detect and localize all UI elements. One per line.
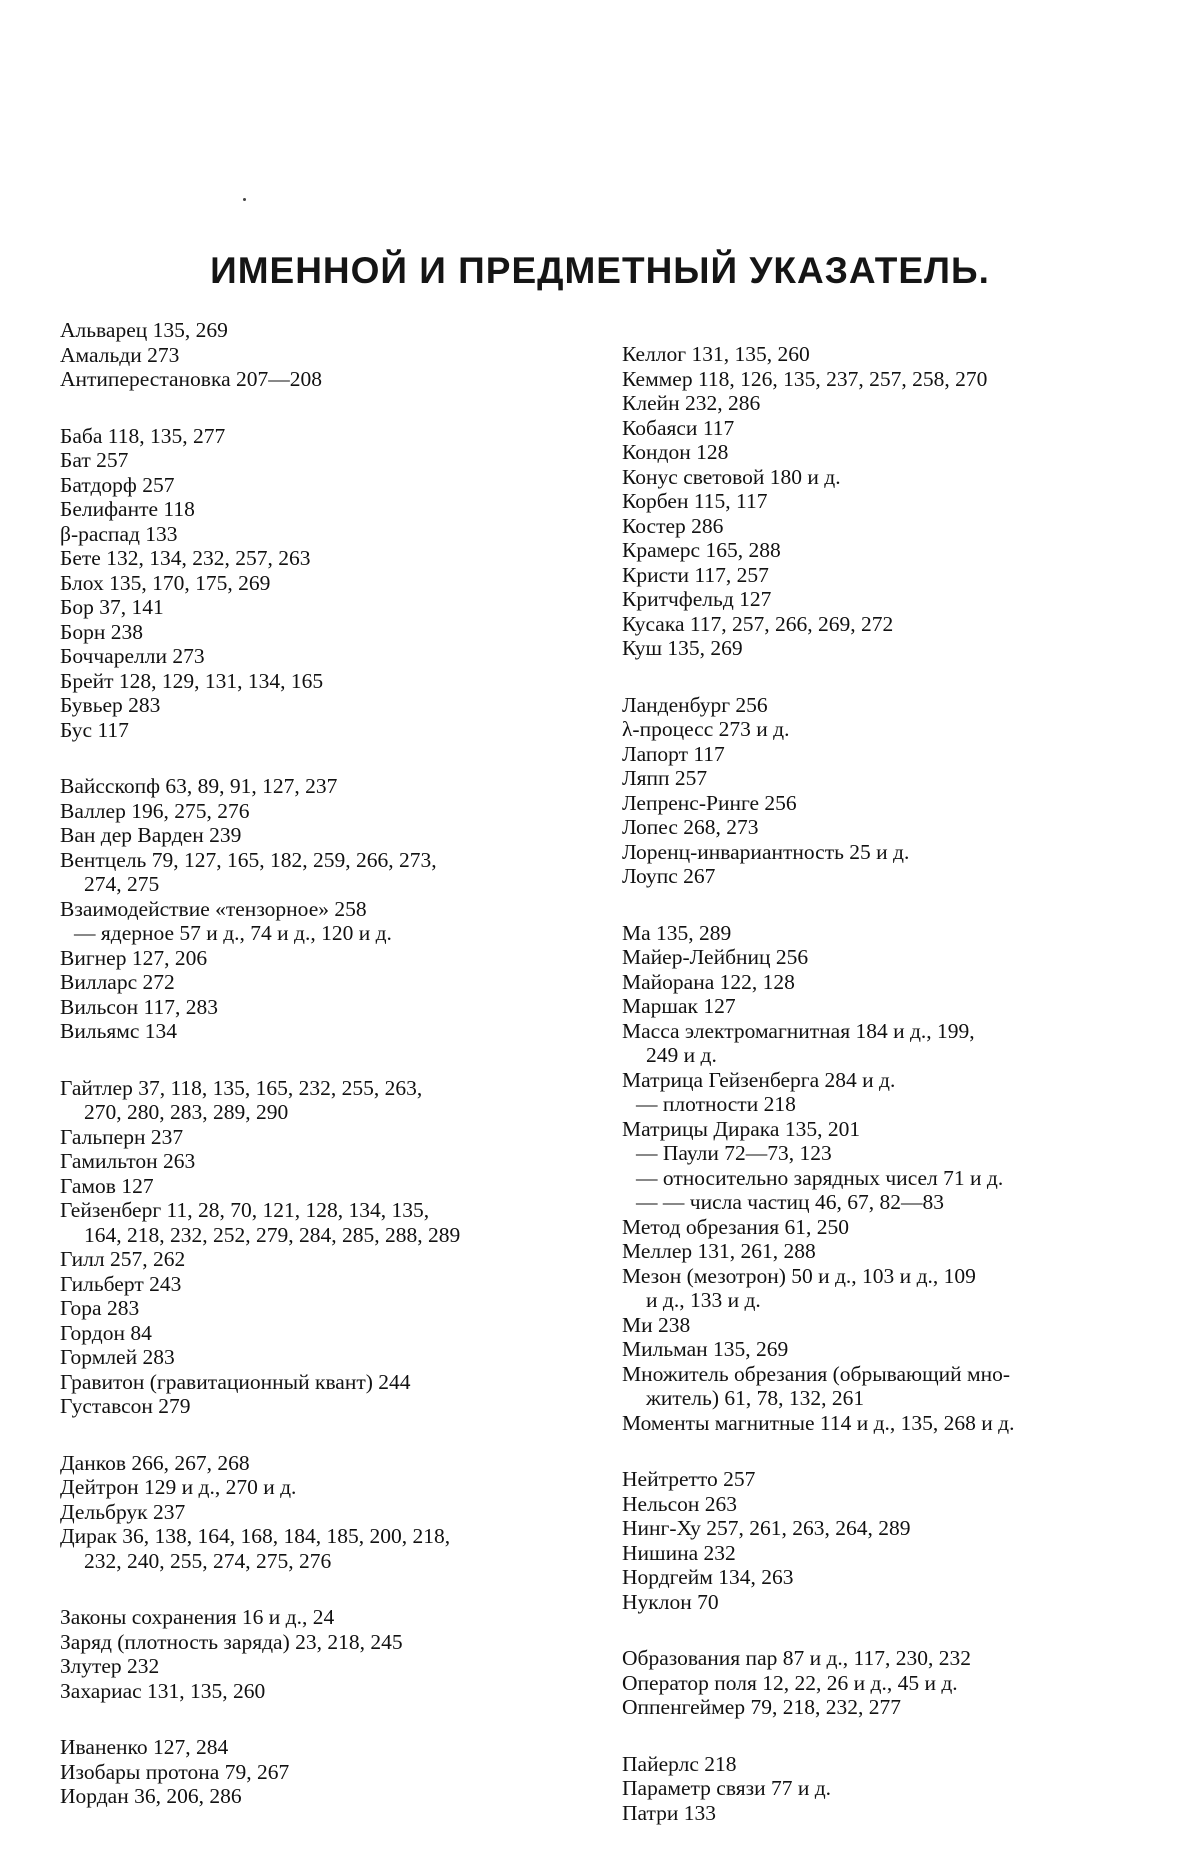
index-entry: Гравитон (гравитационный квант) 244 <box>60 1369 411 1394</box>
index-entry: 249 и д. <box>646 1043 717 1067</box>
index-group <box>622 342 1142 661</box>
index-entry: β-распад 133 <box>60 521 178 546</box>
index-group <box>622 921 1142 1436</box>
index-entry: Гамов 127 <box>60 1173 154 1198</box>
index-entry: Баба 118, 135, 277 <box>60 423 226 448</box>
index-entry: Образования пар 87 и д., 117, 230, 232 <box>622 1646 972 1670</box>
index-entry: Критчфельд 127 <box>622 587 772 611</box>
index-column-right <box>622 342 1142 1857</box>
index-group <box>60 318 580 392</box>
index-entry: Вильсон 117, 283 <box>60 994 219 1019</box>
index-entry: Вентцель 79, 127, 165, 182, 259, 266, 273, <box>60 847 437 872</box>
index-group <box>622 1752 1142 1826</box>
index-entry: Валлер 196, 275, 276 <box>60 798 250 823</box>
index-entry: Вилларс 272 <box>60 970 175 994</box>
index-entry: Лопес 268, 273 <box>622 815 759 839</box>
index-entry: Лапорт 117 <box>622 741 725 766</box>
index-entry: Дейтрон 129 и д., 270 и д. <box>60 1475 297 1499</box>
index-entry: Иваненко 127, 284 <box>60 1735 229 1759</box>
index-entry: Метод обрезания 61, 250 <box>622 1214 849 1239</box>
speck-mark <box>243 198 246 201</box>
index-entry: Борн 238 <box>60 619 143 644</box>
index-entry: Параметр связи 77 и д. <box>622 1776 832 1800</box>
index-entry: житель) 61, 78, 132, 261 <box>646 1386 865 1410</box>
index-entry: Лоупс 267 <box>622 864 716 888</box>
index-entry: и д., 133 и д. <box>646 1288 761 1312</box>
index-entry: Гора 283 <box>60 1296 140 1320</box>
index-entry: Гальперн 237 <box>60 1124 184 1149</box>
index-entry: Патри 133 <box>622 1800 717 1825</box>
index-entry: Майорана 122, 128 <box>622 969 795 994</box>
index-entry: 274, 275 <box>84 872 160 896</box>
index-entry: Дельбрук 237 <box>60 1499 186 1524</box>
index-entry: Батдорф 257 <box>60 472 175 497</box>
index-entry: λ-процесс 273 и д. <box>622 717 790 741</box>
index-entry: Меллер 131, 261, 288 <box>622 1239 816 1263</box>
index-entry: Маршак 127 <box>622 994 736 1018</box>
index-entry: Гамильтон 263 <box>60 1149 196 1173</box>
index-entry: Гилл 257, 262 <box>60 1247 186 1271</box>
index-entry: Нейтретто 257 <box>622 1467 756 1491</box>
index-entry: Майер-Лейбниц 256 <box>622 945 809 969</box>
index-entry: Куш 135, 269 <box>622 636 743 660</box>
index-entry: Лоренц-инвариантность 25 и д. <box>622 839 910 864</box>
index-entry: Бете 132, 134, 232, 257, 263 <box>60 546 311 570</box>
index-entry: Альварец 135, 269 <box>60 318 228 342</box>
index-entry: — ядерное 57 и д., 74 и д., 120 и д. <box>74 921 392 945</box>
index-entry: Кусака 117, 257, 266, 269, 272 <box>622 611 894 636</box>
index-entry: Вайсскопф 63, 89, 91, 127, 237 <box>60 774 338 798</box>
index-entry: Белифанте 118 <box>60 497 195 521</box>
index-entry: Взаимодействие «тензорное» 258 <box>60 896 367 921</box>
index-entry: Кобаяси 117 <box>622 415 735 440</box>
index-entry: Корбен 115, 117 <box>622 489 768 513</box>
index-entry: Ляпп 257 <box>622 766 708 790</box>
index-entry: Гайтлер 37, 118, 135, 165, 232, 255, 263, <box>60 1075 423 1100</box>
index-entry: 232, 240, 255, 274, 275, 276 <box>84 1548 332 1573</box>
index-entry: Заряд (плотность заряда) 23, 218, 245 <box>60 1629 403 1654</box>
index-group <box>60 1451 580 1574</box>
index-entry: Мильман 135, 269 <box>622 1337 789 1361</box>
index-group <box>622 1467 1142 1614</box>
index-group <box>622 693 1142 889</box>
index-entry: Ван дер Варден 239 <box>60 823 242 847</box>
index-entry: Гордон 84 <box>60 1320 152 1345</box>
index-entry: — плотности 218 <box>636 1092 796 1116</box>
index-entry: Нинг-Ху 257, 261, 263, 264, 289 <box>622 1516 911 1540</box>
index-entry: Оператор поля 12, 22, 26 и д., 45 и д. <box>622 1670 958 1695</box>
index-entry: — Паули 72—73, 123 <box>636 1141 832 1165</box>
index-group <box>622 1646 1142 1720</box>
index-group <box>60 1605 580 1703</box>
index-entry: Кристи 117, 257 <box>622 562 769 587</box>
index-entry: — — числа частиц 46, 67, 82—83 <box>636 1190 944 1214</box>
index-entry: Кондон 128 <box>622 440 729 464</box>
index-entry: Клейн 232, 286 <box>622 391 761 415</box>
index-entry: Ми 238 <box>622 1312 691 1337</box>
index-entry: Боччарелли 273 <box>60 644 205 668</box>
index-entry: Крамерс 165, 288 <box>622 538 781 562</box>
index-entry: Множитель обрезания (обрывающий мно- <box>622 1361 1011 1386</box>
index-entry: Ма 135, 289 <box>622 920 732 945</box>
index-column-left <box>60 318 580 1841</box>
index-entry: Дирак 36, 138, 164, 168, 184, 185, 200, 218, <box>60 1524 451 1548</box>
index-entry: Иордан 36, 206, 286 <box>60 1784 242 1808</box>
index-entry: Вигнер 127, 206 <box>60 945 208 970</box>
index-entry: Вильямс 134 <box>60 1019 178 1043</box>
index-entry: Моменты магнитные 114 и д., 135, 268 и д. <box>622 1410 1015 1435</box>
index-entry: Злутер 232 <box>60 1654 160 1678</box>
index-entry: Кеммер 118, 126, 135, 237, 257, 258, 270 <box>622 366 988 391</box>
index-entry: Нельсон 263 <box>622 1491 738 1516</box>
index-group <box>60 1735 580 1809</box>
page-title: ИМЕННОЙ И ПРЕДМЕТНЫЙ УКАЗАТЕЛЬ. <box>210 250 990 291</box>
index-entry: Бор 37, 141 <box>60 595 164 619</box>
index-entry: 270, 280, 283, 289, 290 <box>84 1100 289 1124</box>
index-entry: Захариас 131, 135, 260 <box>60 1678 266 1703</box>
index-entry: Лепренс-Ринге 256 <box>622 790 797 815</box>
index-entry: Изобары протона 79, 267 <box>60 1759 290 1784</box>
index-entry: Гормлей 283 <box>60 1345 175 1369</box>
index-entry: Антиперестановка 207—208 <box>60 367 322 391</box>
index-entry: Бат 257 <box>60 448 129 472</box>
index-entry: Амальди 273 <box>60 342 180 367</box>
index-entry: Конус световой 180 и д. <box>622 464 841 489</box>
index-entry: Данков 266, 267, 268 <box>60 1450 250 1475</box>
index-entry: Гейзенберг 11, 28, 70, 121, 128, 134, 135, <box>60 1198 430 1222</box>
index-entry: Костер 286 <box>622 513 724 538</box>
index-entry: Мезон (мезотрон) 50 и д., 103 и д., 109 <box>622 1263 976 1288</box>
index-group <box>60 1076 580 1419</box>
index-entry: Гильберт 243 <box>60 1271 182 1296</box>
index-entry: Блох 135, 170, 175, 269 <box>60 570 271 595</box>
index-entry: Матрицы Дирака 135, 201 <box>622 1116 861 1141</box>
index-entry: — относительно зарядных чисел 71 и д. <box>636 1165 1004 1190</box>
index-entry: Бус 117 <box>60 717 129 742</box>
index-entry: Законы сохранения 16 и д., 24 <box>60 1605 335 1629</box>
index-entry: Нишина 232 <box>622 1540 736 1565</box>
index-entry: Брейт 128, 129, 131, 134, 165 <box>60 668 324 693</box>
index-entry: Пайерлс 218 <box>622 1751 737 1776</box>
index-entry: 164, 218, 232, 252, 279, 284, 285, 288, 289 <box>84 1222 461 1247</box>
index-entry: Нордгейм 134, 263 <box>622 1565 794 1589</box>
index-group <box>60 774 580 1044</box>
index-entry: Густавсон 279 <box>60 1394 191 1418</box>
index-entry: Масса электромагнитная 184 и д., 199, <box>622 1018 975 1043</box>
index-entry: Матрица Гейзенберга 284 и д. <box>622 1067 896 1092</box>
index-entry: Бувьер 283 <box>60 693 161 717</box>
index-entry: Ланденбург 256 <box>622 692 768 717</box>
index-entry: Нуклон 70 <box>622 1589 719 1614</box>
index-entry: Келлог 131, 135, 260 <box>622 342 810 366</box>
index-entry: Оппенгеймер 79, 218, 232, 277 <box>622 1695 901 1719</box>
index-group <box>60 424 580 743</box>
